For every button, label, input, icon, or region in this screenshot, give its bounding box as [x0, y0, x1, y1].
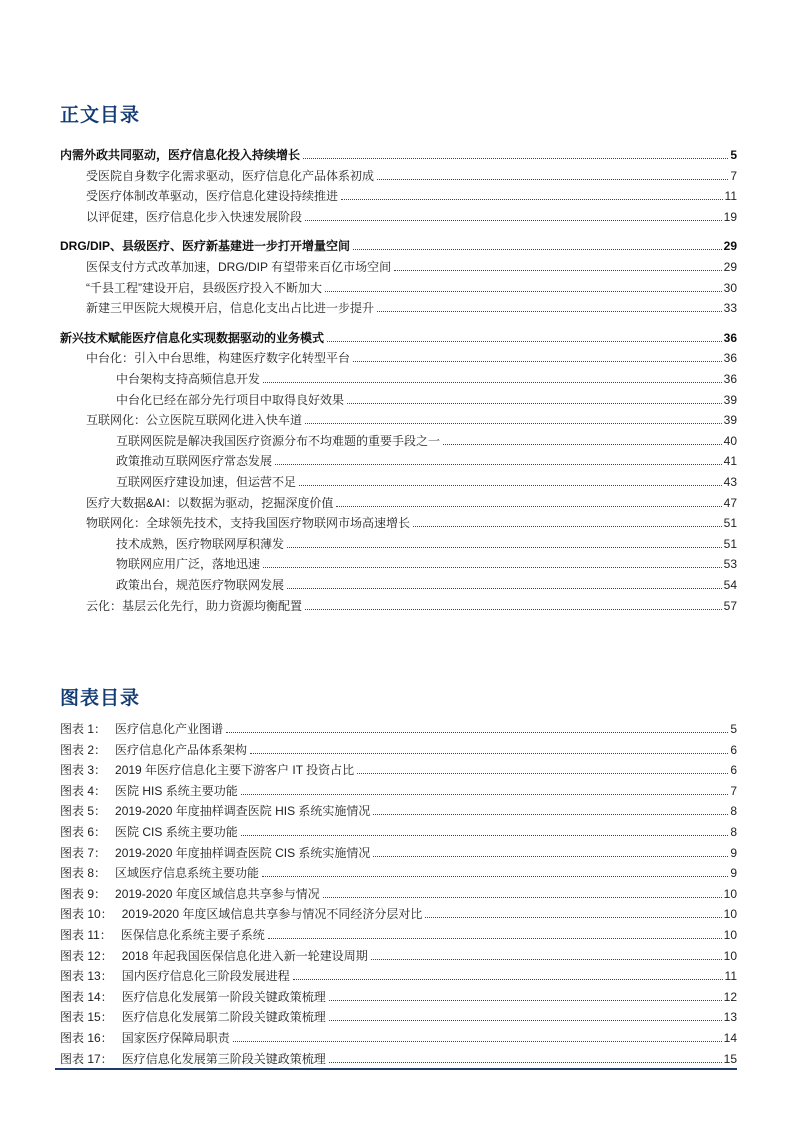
- toc-entry-page: 57: [723, 598, 737, 613]
- figure-caption: 医疗信息化产业图谱: [115, 722, 224, 736]
- figure-entry[interactable]: [60, 1004, 737, 1024]
- dot-leader: [353, 361, 722, 362]
- dot-leader: [325, 291, 722, 292]
- figure-number: 图表 8：: [60, 866, 107, 881]
- figure-number: 图表 4：: [60, 783, 107, 798]
- toc-entry-label: 内需外政共同驱动，医疗信息化投入持续增长: [60, 148, 301, 162]
- figure-entry-page: 9: [730, 866, 737, 881]
- figure-entry[interactable]: [60, 840, 737, 860]
- figure-number: 图表 11：: [60, 928, 112, 942]
- dot-leader: [323, 897, 722, 898]
- toc-entry-page: 36: [723, 330, 737, 345]
- toc-entry-page: 40: [723, 433, 737, 448]
- toc-entry-label: 中台架构支持高频信息开发: [116, 372, 261, 386]
- dot-leader: [241, 835, 729, 836]
- dot-leader: [233, 1041, 722, 1042]
- toc-entry-label: 物联网化：全球领先技术，支持我国医疗物联网市场高速增长: [86, 516, 411, 531]
- figure-caption: 2019-2020 年度抽样调查医院 HIS 系统实施情况: [115, 804, 371, 819]
- dot-leader: [329, 1062, 722, 1063]
- dot-leader: [329, 1000, 722, 1001]
- figure-entry-label: [60, 887, 320, 901]
- toc-entry[interactable]: [60, 387, 737, 407]
- toc-entry[interactable]: [60, 551, 737, 571]
- figure-entry-label: [60, 825, 238, 839]
- dot-leader: [413, 526, 722, 527]
- toc-entry-label: 互联网医院是解决我国医疗资源分布不均难题的重要手段之一: [116, 433, 441, 448]
- dot-leader: [287, 547, 722, 548]
- figure-entry-label: [60, 784, 238, 798]
- figure-caption: 医疗信息化产品体系架构: [115, 742, 248, 757]
- toc-entry[interactable]: [60, 366, 737, 386]
- dot-leader: [371, 959, 722, 960]
- figure-entry-label: [60, 949, 368, 963]
- figure-number: 图表 15：: [60, 1010, 113, 1025]
- toc-entry[interactable]: [60, 490, 737, 510]
- toc-entry[interactable]: [60, 142, 737, 162]
- dot-leader: [357, 773, 728, 774]
- figure-entry-page: 10: [723, 948, 737, 963]
- figure-entry[interactable]: [60, 798, 737, 818]
- figure-entry-label: [60, 846, 370, 860]
- toc-entry[interactable]: [60, 183, 737, 203]
- figure-caption: 2019-2020 年度区域信息共享参与情况: [115, 886, 320, 901]
- figure-entry-page: 10: [723, 928, 737, 942]
- dot-leader: [373, 856, 728, 857]
- figure-entry-page: 8: [730, 804, 737, 819]
- figure-entry[interactable]: [60, 757, 737, 777]
- toc-entry-label: 受医疗体制改革驱动，医疗信息化建设持续推进: [86, 189, 339, 204]
- figures-title: 图表目录: [60, 687, 141, 709]
- toc-entry-label: DRG/DIP、县级医疗、医疗新基建进一步打开增量空间: [60, 239, 351, 254]
- figure-entry[interactable]: [60, 1025, 737, 1045]
- dot-leader: [305, 220, 722, 221]
- figure-caption: 区域医疗信息系统主要功能: [115, 866, 260, 881]
- figure-number: 图表 12：: [60, 948, 113, 963]
- figure-caption: 2019-2020 年度抽样调查医院 CIS 系统实施情况: [115, 845, 371, 860]
- figure-entry[interactable]: [60, 943, 737, 963]
- figure-entry[interactable]: [60, 1046, 737, 1066]
- figure-number: 图表 7：: [60, 845, 107, 860]
- figure-caption: 医院 CIS 系统主要功能: [115, 825, 238, 839]
- figure-entry[interactable]: [60, 984, 737, 1004]
- figure-entry[interactable]: [60, 901, 737, 921]
- figure-number: 图表 5：: [60, 804, 107, 819]
- figure-entry-label: [60, 763, 354, 777]
- figure-entry[interactable]: [60, 860, 737, 880]
- dot-leader: [293, 979, 723, 980]
- toc-entry-label: 技术成熟，医疗物联网厚积薄发: [116, 536, 285, 551]
- figure-number: 图表 13：: [60, 969, 113, 984]
- toc-entry-label: 云化：基层云化先行，助力资源均衡配置: [86, 598, 303, 613]
- toc-entry-page: 33: [723, 301, 737, 316]
- figure-entry[interactable]: [60, 716, 737, 736]
- figure-caption: 医疗信息化发展第三阶段关键政策梳理: [121, 1051, 326, 1066]
- figure-caption: 医保信息化系统主要子系统: [120, 928, 265, 942]
- toc-entry-label: 政策出台，规范医疗物联网发展: [116, 578, 285, 592]
- toc-entry[interactable]: [60, 448, 737, 468]
- toc-entry-page: 36: [723, 372, 737, 386]
- dot-leader: [263, 567, 722, 568]
- dot-leader: [353, 249, 722, 250]
- figure-entry-page: 5: [730, 722, 737, 736]
- toc-entry-page: 11: [724, 189, 737, 204]
- toc-entry[interactable]: [60, 163, 737, 183]
- figure-entry[interactable]: [60, 963, 737, 983]
- figure-entry-page: 14: [723, 1031, 737, 1045]
- toc-entry-page: 53: [723, 557, 737, 572]
- dot-leader: [263, 382, 722, 383]
- dot-leader: [303, 158, 728, 159]
- dot-leader: [394, 270, 722, 271]
- toc-entry-page: 43: [723, 475, 737, 489]
- dot-leader: [226, 732, 728, 733]
- figure-entry-page: 12: [723, 989, 737, 1004]
- figure-entry[interactable]: [60, 881, 737, 901]
- figure-entry-label: [60, 804, 370, 818]
- toc-entry[interactable]: [60, 593, 737, 613]
- figure-caption: 2019 年医疗信息化主要下游客户 IT 投资占比: [115, 763, 355, 778]
- figure-number: 图表 1：: [60, 722, 107, 736]
- figure-number: 图表 10：: [60, 907, 113, 922]
- toc-entry-page: 39: [723, 392, 737, 407]
- toc-entry-label: 受医院自身数字化需求驱动，医疗信息化产品体系初成: [86, 168, 375, 183]
- toc-entry-page: 7: [730, 168, 737, 183]
- figure-entry[interactable]: [60, 737, 737, 757]
- toc-entry-page: 29: [723, 239, 737, 254]
- dot-leader: [250, 753, 728, 754]
- toc-entry-page: 54: [723, 578, 737, 592]
- toc-entry-label: 新建三甲医院大规模开启，信息化支出占比进一步提升: [86, 301, 375, 316]
- dot-leader: [262, 876, 728, 877]
- dot-leader: [241, 794, 729, 795]
- toc-entry[interactable]: [60, 469, 737, 489]
- toc-entry[interactable]: [60, 572, 737, 592]
- toc-entry[interactable]: [60, 407, 737, 427]
- figure-entry-label: [60, 1010, 326, 1024]
- toc-entry[interactable]: [60, 428, 737, 448]
- toc-entry[interactable]: [60, 275, 737, 295]
- toc-entry-label: 医疗大数据&AI：以数据为驱动，挖掘深度价值: [86, 495, 334, 510]
- figure-entry-page: 10: [723, 886, 737, 901]
- figure-entry[interactable]: [60, 778, 737, 798]
- toc-entry-page: 51: [723, 516, 737, 531]
- toc-entry-page: 47: [723, 495, 737, 510]
- figure-entry-label: [60, 1052, 326, 1066]
- footer-rule: [55, 1068, 737, 1070]
- figure-caption: 2019-2020 年度区域信息共享参与情况不同经济分层对比: [121, 907, 423, 922]
- dot-leader: [425, 917, 721, 918]
- figure-caption: 2018 年起我国医保信息化进入新一轮建设周期: [121, 948, 368, 963]
- figure-number: 图表 14：: [60, 989, 113, 1004]
- figure-number: 图表 2：: [60, 742, 107, 757]
- toc-entry-label: 政策推动互联网医疗常态发展: [116, 454, 273, 469]
- dot-leader: [327, 341, 722, 342]
- toc-entry-page: 5: [730, 148, 737, 162]
- toc-entry[interactable]: [60, 233, 737, 253]
- figure-number: 图表 3：: [60, 763, 107, 778]
- dot-leader: [443, 444, 722, 445]
- figure-entry-label: [60, 866, 259, 880]
- figure-entry-page: 13: [723, 1010, 737, 1025]
- toc-title: 正文目录: [60, 104, 141, 126]
- figure-number: 图表 9：: [60, 886, 107, 901]
- toc-entry[interactable]: [60, 510, 737, 530]
- toc-entry-page: 29: [723, 260, 737, 274]
- toc-entry-page: 36: [723, 351, 737, 366]
- figure-entry-page: 6: [730, 742, 737, 757]
- figure-entry[interactable]: [60, 819, 737, 839]
- toc-entry-label: 互联网医疗建设加速，但运营不足: [116, 475, 297, 489]
- dot-leader: [329, 1020, 722, 1021]
- dot-leader: [268, 938, 722, 939]
- toc-entry-page: 41: [723, 454, 737, 469]
- toc-entry[interactable]: [60, 531, 737, 551]
- figure-entry-label: [60, 722, 223, 736]
- figure-entry-page: 7: [730, 783, 737, 798]
- dot-leader: [373, 814, 728, 815]
- toc-entry-page: 39: [723, 413, 737, 428]
- toc-entry[interactable]: [60, 295, 737, 315]
- toc-entry-page: 30: [723, 280, 737, 295]
- figure-entry-label: [60, 928, 265, 942]
- figure-entry-label: [60, 990, 326, 1004]
- dot-leader: [377, 311, 722, 312]
- dot-leader: [305, 423, 722, 424]
- dot-leader: [299, 485, 722, 486]
- figure-entry-label: [60, 907, 422, 921]
- figure-entry[interactable]: [60, 922, 737, 942]
- dot-leader: [336, 506, 721, 507]
- toc-entry-page: 51: [723, 536, 737, 551]
- figure-number: 图表 16：: [60, 1031, 113, 1045]
- dot-leader: [287, 588, 722, 589]
- figure-caption: 医疗信息化发展第一阶段关键政策梳理: [121, 989, 326, 1004]
- toc-entry-label: 中台化已经在部分先行项目中取得良好效果: [116, 392, 345, 407]
- toc-entry[interactable]: [60, 254, 737, 274]
- toc-entry-label: 医保支付方式改革加速，DRG/DIP 有望带来百亿市场空间: [86, 260, 392, 274]
- figure-entry-page: 6: [730, 763, 737, 778]
- toc-entry-label: 以评促建，医疗信息化步入快速发展阶段: [86, 209, 303, 224]
- toc-entry-page: 19: [723, 209, 737, 224]
- figure-entry-page: 9: [730, 845, 737, 860]
- toc-entry-label: 新兴技术赋能医疗信息化实现数据驱动的业务模式: [60, 330, 325, 345]
- figure-caption: 医院 HIS 系统主要功能: [115, 783, 238, 798]
- figure-entry-label: [60, 1031, 230, 1045]
- figure-entry-label: [60, 969, 290, 983]
- dot-leader: [377, 179, 728, 180]
- figure-entry-label: [60, 743, 247, 757]
- figure-entry-page: 15: [723, 1051, 737, 1066]
- dot-leader: [275, 464, 722, 465]
- dot-leader: [347, 403, 722, 404]
- figure-caption: 国家医疗保障局职责: [121, 1031, 230, 1045]
- toc-entry[interactable]: [60, 204, 737, 224]
- figure-number: 图表 6：: [60, 825, 107, 839]
- toc-entry[interactable]: [60, 345, 737, 365]
- figure-number: 图表 17：: [60, 1051, 113, 1066]
- dot-leader: [305, 609, 722, 610]
- toc-entry-label: 互联网化：公立医院互联网化进入快车道: [86, 413, 303, 428]
- dot-leader: [341, 199, 723, 200]
- figure-caption: 医疗信息化发展第二阶段关键政策梳理: [121, 1010, 326, 1025]
- figure-entry-page: 10: [723, 907, 737, 922]
- toc-entry-label: 物联网应用广泛，落地迅速: [116, 557, 261, 572]
- figure-entry-page: 8: [730, 825, 737, 839]
- toc-entry[interactable]: [60, 325, 737, 345]
- toc-entry-label: 中台化：引入中台思维，构建医疗数字化转型平台: [86, 351, 351, 366]
- figure-caption: 国内医疗信息化三阶段发展进程: [121, 969, 290, 984]
- toc-entry-label: “千县工程”建设开启，县级医疗投入不断加大: [86, 280, 322, 295]
- figure-entry-page: 11: [724, 969, 737, 984]
